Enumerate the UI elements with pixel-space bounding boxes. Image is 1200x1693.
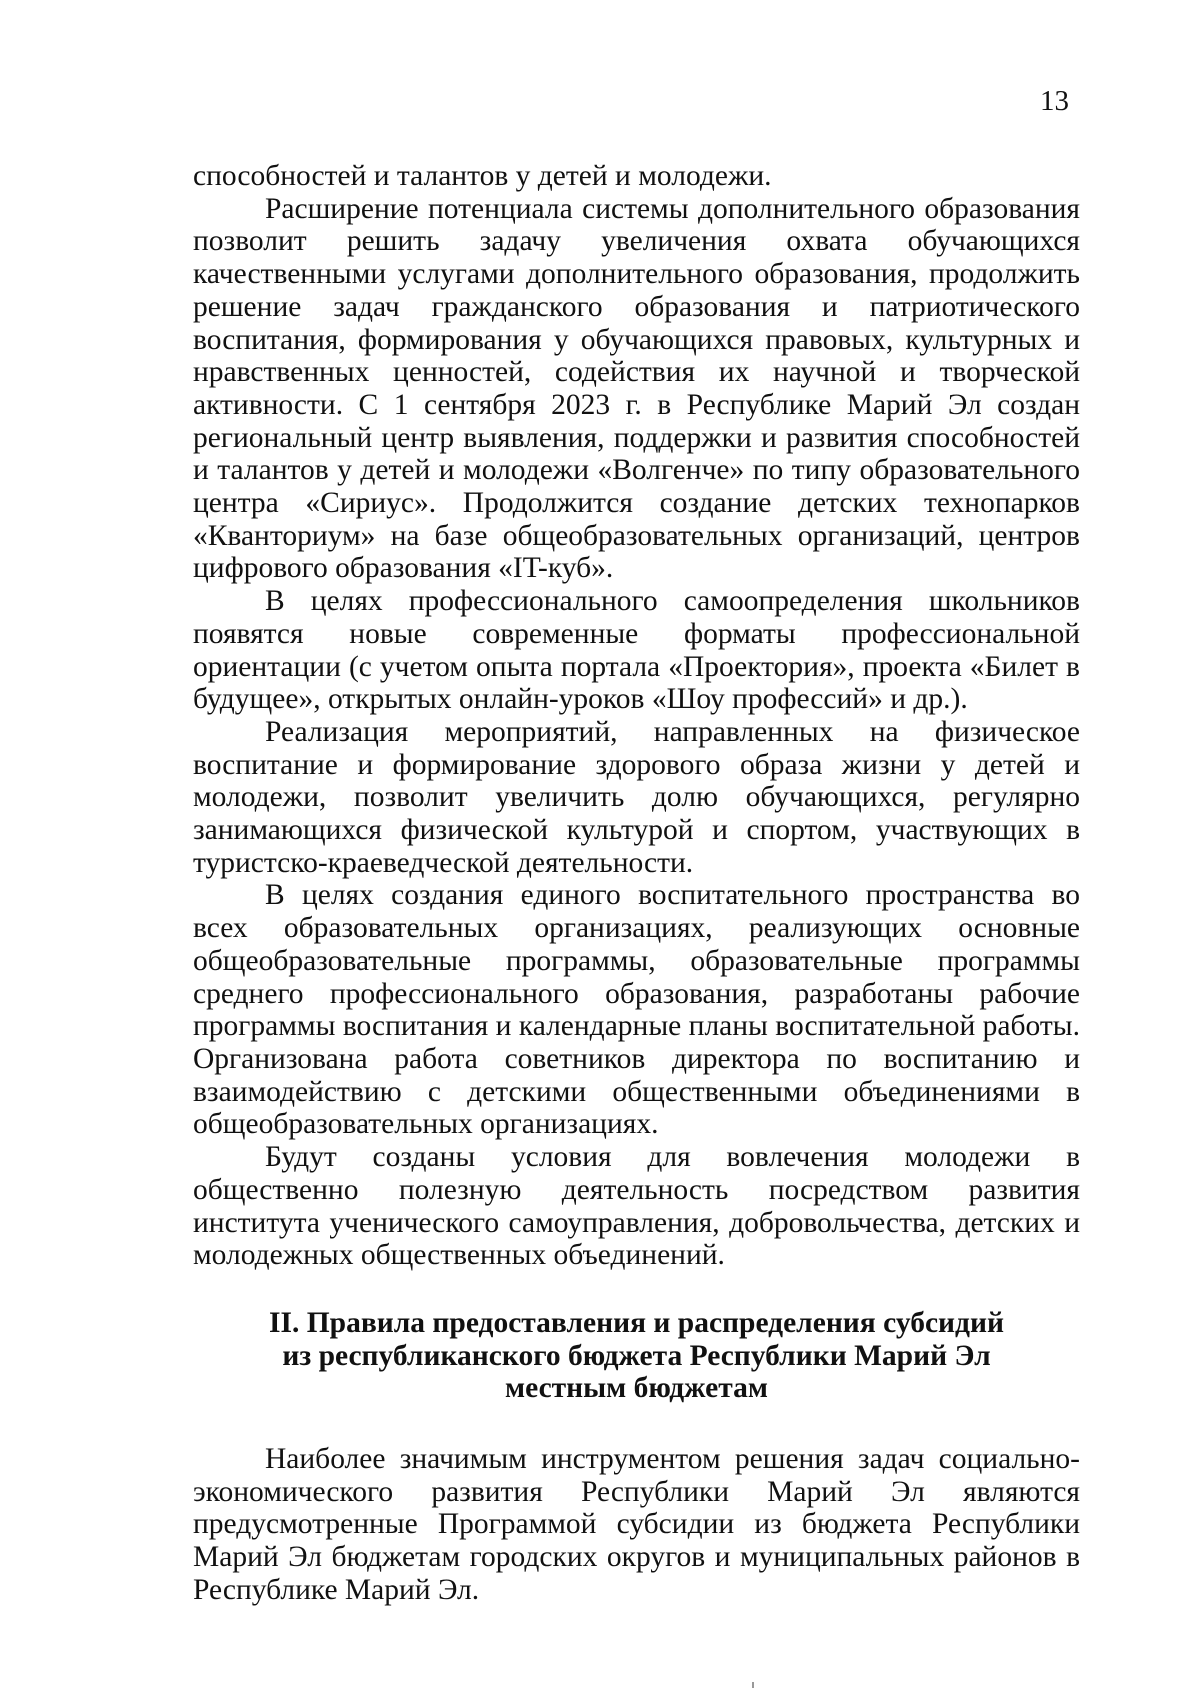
- paragraph-subsidies: Наиболее значимым инструментом решения задач социально-экономического развития Республики Марий Эл являются предусмотренные Программой субсидии из бюджета Республики Марий Эл бюджетам городских округов и муниципальных районов в Республике Марий Эл.: [193, 1443, 1080, 1606]
- scan-mark: [752, 1682, 754, 1688]
- section-heading-line: из республиканского бюджета Республики Марий Эл: [282, 1339, 991, 1372]
- paragraph-continuation: способностей и талантов у детей и молодежи.: [193, 160, 772, 192]
- paragraph-physical-education: Реализация мероприятий, направленных на физическое воспитание и формирование здорового образа жизни у детей и молодежи, позволит увеличить долю обучающихся, регулярно занимающихся физической культурой и спортом, участвующих в туристско-краеведческой деятельности.: [193, 715, 1080, 879]
- page-number: 13: [1040, 85, 1069, 117]
- paragraph-youth-involvement: Будут созданы условия для вовлечения молодежи в общественно полезную деятельность посредством развития института ученического самоуправления, добровольчества, детских и молодежных общественных объединений.: [193, 1141, 1080, 1272]
- section-heading-line: местным бюджетам: [505, 1372, 768, 1405]
- paragraph-upbringing-space: В целях создания единого воспитательного пространства во всех образовательных организациях, реализующих основные общеобразовательные программы, образовательные программы среднего профессионального образования, разработаны рабочие программы воспитания и календарные планы воспитательной работы. Организована работа советников директора по воспитанию и взаимодействию с детскими общественными объединениями в общеобразовательных организациях.: [193, 879, 1080, 1141]
- section-heading: [193, 1307, 1080, 1405]
- document-body: [193, 160, 1080, 1607]
- section-heading-line: II. Правила предоставления и распределения субсидий: [269, 1306, 1004, 1339]
- paragraph-additional-education: Расширение потенциала системы дополнительного образования позволит решить задачу увеличения охвата обучающихся качественными услугами дополнительного образования, продолжить решение задач гражданского образования и патриотического воспитания, формирования у обучающихся правовых, культурных и нравственных ценностей, содействия их научной и творческой активности. С 1 сентября 2023 г. в Республике Марий Эл создан региональный центр выявления, поддержки и развития способностей и талантов у детей и молодежи «Волгенче» по типу образовательного центра «Сириус». Продолжится создание детских технопарков «Кванториум» на базе общеобразовательных организаций, центров цифрового образования «IT-куб».: [193, 192, 1080, 585]
- paragraph-career-guidance: В целях профессионального самоопределения школьников появятся новые современные форматы профессиональной ориентации (с учетом опыта портала «Проектория», проекта «Билет в будущее», открытых онлайн-уроков «Шоу профессий» и др.).: [193, 585, 1080, 716]
